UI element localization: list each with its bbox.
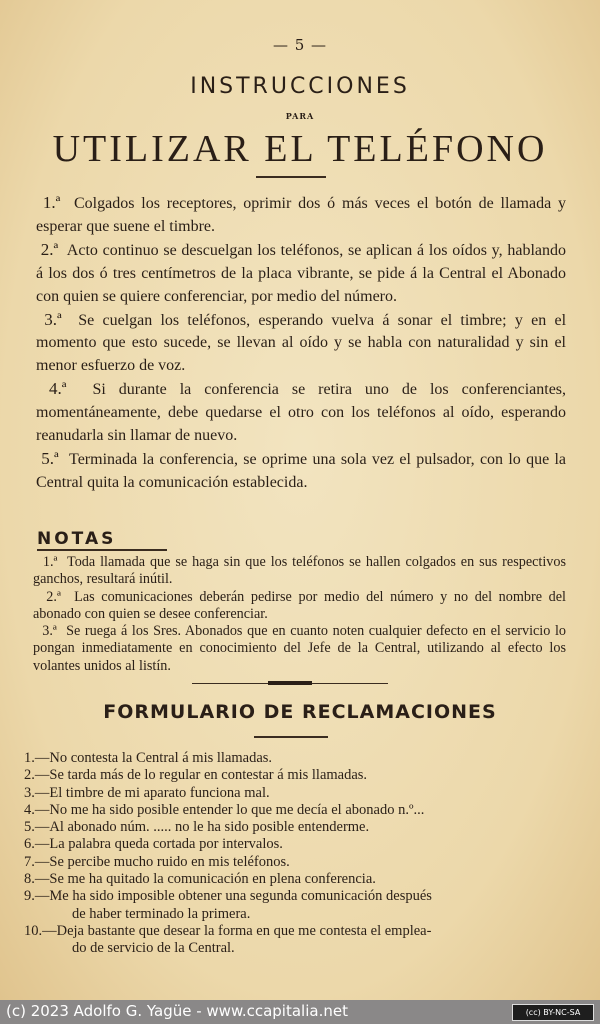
instruction-item: 1.ª Colgados los receptores, oprimir dos ó más veces el botón de llamada y esperar que suene el timbre. [36,193,567,235]
formulario-item: 5.—Al abonado núm. ..... no le ha sido posible entenderme. [24,819,370,836]
nota-item: 1.ª Toda llamada que se haga sin que los teléfonos se hallen colgados en sus respectivos ganchos, resultará inútil. [33,554,567,588]
formulario-item: 6.—La palabra queda cortada por intervalos. [24,836,283,853]
instruction-item: 5.ª Terminada la conferencia, se oprime una sola vez el pulsador, con lo que la Central quita la comunicación establecida. [36,448,567,491]
heading-connector: PARA [285,111,315,121]
notas-list [33,554,566,675]
copyright-footer [0,1000,600,1024]
notas-rule [37,549,167,551]
notas-heading: NOTAS [37,529,117,549]
formulario-item: 1.—No contesta la Central á mis llamadas. [24,750,273,766]
copyright-text: (c) 2023 Adolfo G. Yagüe - www.ccapitalia.net [6,1002,348,1020]
page-title: UTILIZAR EL TELÉFONO [52,128,548,170]
formulario-heading: FORMULARIO DE RECLAMACIONES [103,701,497,723]
license-badge[interactable]: (cc) BY-NC-SA [512,1004,594,1021]
formulario-item: 8.—Se me ha quitado la comunicación en plena conferencia. [24,871,376,888]
section-divider-ornament [268,681,312,685]
formulario-item-continuation: de haber terminado la primera. [72,905,251,922]
nota-item: 2.ª Las comunicaciones deberán pedirse por medio del número y no del nombre del abonado con quien se desee conferenciar. [33,588,567,622]
formulario-item: 9.—Me ha sido imposible obtener una segunda comunicación después de haber terminado la primera. [24,888,569,923]
formulario-item: 2.—Se tarda más de lo regular en contestar á mis llamadas. [24,767,368,784]
instructions-list [36,192,566,495]
title-rule [256,176,326,178]
page-number: — 5 — [272,36,328,54]
formulario-item: 10.—Deja bastante que desear la forma en que me contesta el emplea- do de servicio de la Central. [24,923,569,958]
formulario-list [24,750,569,958]
nota-item: 3.ª Se ruega á los Sres. Abonados que en cuanto noten cualquier defecto en el servicio lo pongan inmediatamente en conocimiento del Jefe de la Central, utilizando al efecto los volantes unidos al listín. [33,623,567,674]
formulario-rule [254,736,328,738]
instruction-item: 2.ª Acto continuo se descuelgan los teléfonos, se aplican á los oídos y, hablando á los dos ó tres centímetros de la placa vibrante, se pide á la Central el Abonado con quien se quiere conferenciar, por medio del número. [36,239,566,305]
instruction-item: 3.ª Se cuelgan los teléfonos, esperando vuelva á sonar el timbre; y en el momento que esto sucede, se llevan al oído y se habla con naturalidad y sin el menor esfuerzo de voz. [36,309,567,375]
formulario-item: 4.—No me ha sido posible entender lo que me decía el abonado n.º... [24,801,425,818]
formulario-item: 7.—Se percibe mucho ruido en mis teléfonos. [24,853,290,870]
instruction-item: 4.ª Si durante la conferencia se retira uno de los conferenciantes, momentáneamente, debe quedarse el otro con los teléfonos al oído, esperando reanudarla sin llamar de nuevo. [36,379,567,445]
heading-title: INSTRUCCIONES [190,74,410,99]
formulario-item-continuation: do de servicio de la Central. [72,940,235,957]
formulario-item: 3.—El timbre de mi aparato funciona mal. [24,784,270,801]
